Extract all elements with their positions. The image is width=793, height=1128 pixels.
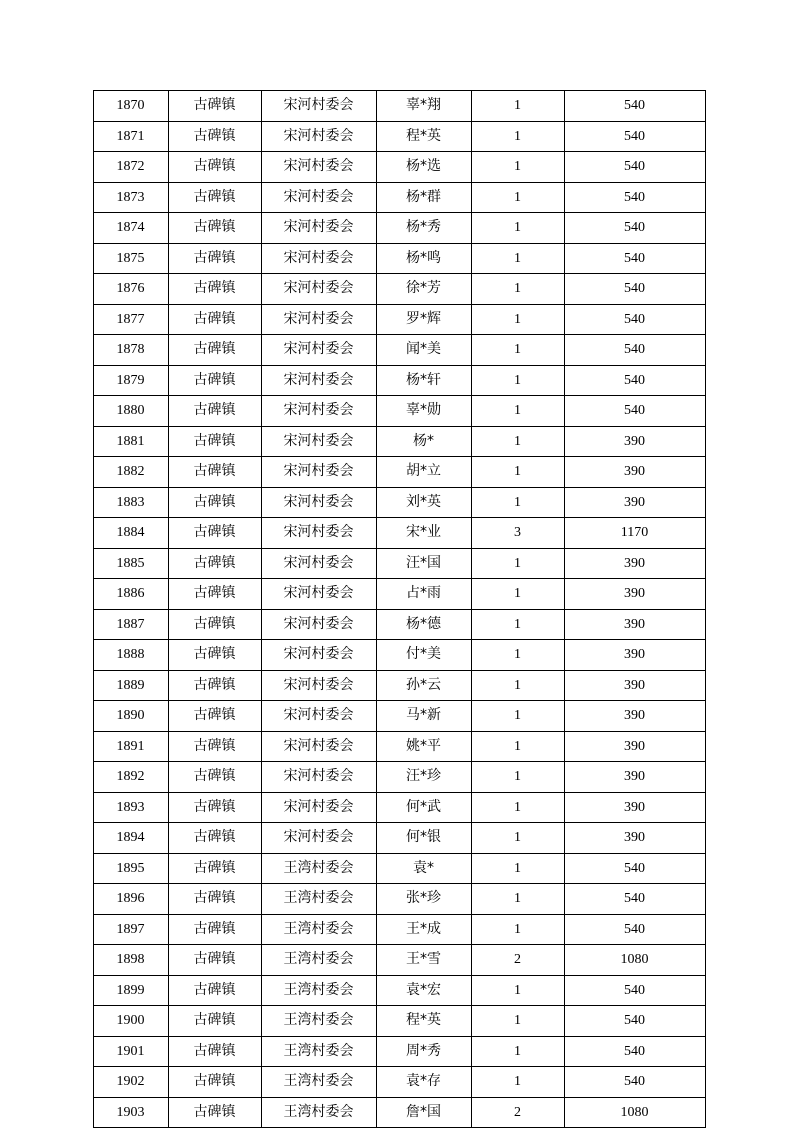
cell-person-name: 杨*选 xyxy=(376,152,471,183)
table-row xyxy=(93,1067,705,1098)
cell-person-count: 1 xyxy=(471,487,564,518)
cell-serial-number: 1872 xyxy=(93,152,168,183)
cell-village: 宋河村委会 xyxy=(261,243,376,274)
cell-town: 古碑镇 xyxy=(168,518,261,549)
cell-serial-number: 1903 xyxy=(93,1097,168,1128)
cell-person-count: 1 xyxy=(471,1067,564,1098)
cell-person-count: 1 xyxy=(471,335,564,366)
cell-town: 古碑镇 xyxy=(168,1097,261,1128)
cell-person-name: 袁*宏 xyxy=(376,975,471,1006)
cell-serial-number: 1873 xyxy=(93,182,168,213)
cell-serial-number: 1887 xyxy=(93,609,168,640)
table-row xyxy=(93,670,705,701)
cell-amount: 1080 xyxy=(564,1097,705,1128)
cell-person-count: 1 xyxy=(471,121,564,152)
cell-person-name: 袁*存 xyxy=(376,1067,471,1098)
table-row xyxy=(93,274,705,305)
cell-village: 王湾村委会 xyxy=(261,1006,376,1037)
cell-village: 宋河村委会 xyxy=(261,792,376,823)
table-row xyxy=(93,762,705,793)
cell-village: 王湾村委会 xyxy=(261,1036,376,1067)
table-body xyxy=(93,91,705,1128)
cell-person-name: 罗*辉 xyxy=(376,304,471,335)
cell-village: 王湾村委会 xyxy=(261,975,376,1006)
table-row xyxy=(93,853,705,884)
table-container xyxy=(93,90,701,1128)
cell-serial-number: 1893 xyxy=(93,792,168,823)
cell-person-count: 1 xyxy=(471,1036,564,1067)
cell-village: 宋河村委会 xyxy=(261,518,376,549)
cell-town: 古碑镇 xyxy=(168,579,261,610)
cell-serial-number: 1899 xyxy=(93,975,168,1006)
cell-person-name: 詹*国 xyxy=(376,1097,471,1128)
cell-person-name: 程*英 xyxy=(376,1006,471,1037)
cell-person-name: 宋*业 xyxy=(376,518,471,549)
cell-serial-number: 1889 xyxy=(93,670,168,701)
cell-serial-number: 1896 xyxy=(93,884,168,915)
table-row xyxy=(93,121,705,152)
cell-village: 宋河村委会 xyxy=(261,762,376,793)
cell-serial-number: 1870 xyxy=(93,91,168,122)
cell-amount: 540 xyxy=(564,396,705,427)
cell-serial-number: 1894 xyxy=(93,823,168,854)
cell-person-count: 1 xyxy=(471,579,564,610)
cell-serial-number: 1871 xyxy=(93,121,168,152)
cell-person-name: 杨*鸣 xyxy=(376,243,471,274)
cell-village: 宋河村委会 xyxy=(261,670,376,701)
cell-amount: 1080 xyxy=(564,945,705,976)
cell-village: 王湾村委会 xyxy=(261,1067,376,1098)
cell-town: 古碑镇 xyxy=(168,426,261,457)
cell-person-name: 徐*芳 xyxy=(376,274,471,305)
cell-serial-number: 1888 xyxy=(93,640,168,671)
cell-village: 宋河村委会 xyxy=(261,823,376,854)
cell-serial-number: 1883 xyxy=(93,487,168,518)
cell-serial-number: 1881 xyxy=(93,426,168,457)
cell-town: 古碑镇 xyxy=(168,792,261,823)
cell-person-name: 杨*轩 xyxy=(376,365,471,396)
cell-village: 宋河村委会 xyxy=(261,91,376,122)
cell-village: 宋河村委会 xyxy=(261,304,376,335)
cell-serial-number: 1880 xyxy=(93,396,168,427)
cell-amount: 390 xyxy=(564,579,705,610)
cell-town: 古碑镇 xyxy=(168,396,261,427)
cell-person-count: 1 xyxy=(471,365,564,396)
cell-village: 宋河村委会 xyxy=(261,579,376,610)
cell-person-name: 杨* xyxy=(376,426,471,457)
table-row xyxy=(93,609,705,640)
cell-person-count: 1 xyxy=(471,731,564,762)
cell-village: 宋河村委会 xyxy=(261,457,376,488)
cell-town: 古碑镇 xyxy=(168,884,261,915)
cell-amount: 1170 xyxy=(564,518,705,549)
cell-person-count: 1 xyxy=(471,426,564,457)
cell-village: 王湾村委会 xyxy=(261,853,376,884)
cell-town: 古碑镇 xyxy=(168,1067,261,1098)
table-row xyxy=(93,487,705,518)
cell-town: 古碑镇 xyxy=(168,91,261,122)
cell-person-count: 2 xyxy=(471,1097,564,1128)
cell-person-name: 袁* xyxy=(376,853,471,884)
table-row xyxy=(93,335,705,366)
cell-amount: 540 xyxy=(564,365,705,396)
cell-serial-number: 1878 xyxy=(93,335,168,366)
cell-serial-number: 1885 xyxy=(93,548,168,579)
cell-town: 古碑镇 xyxy=(168,762,261,793)
cell-village: 宋河村委会 xyxy=(261,701,376,732)
cell-town: 古碑镇 xyxy=(168,823,261,854)
cell-amount: 390 xyxy=(564,426,705,457)
cell-person-count: 1 xyxy=(471,152,564,183)
cell-serial-number: 1898 xyxy=(93,945,168,976)
cell-person-name: 胡*立 xyxy=(376,457,471,488)
cell-serial-number: 1874 xyxy=(93,213,168,244)
cell-town: 古碑镇 xyxy=(168,365,261,396)
cell-serial-number: 1875 xyxy=(93,243,168,274)
cell-amount: 390 xyxy=(564,640,705,671)
cell-person-name: 程*英 xyxy=(376,121,471,152)
table-row xyxy=(93,152,705,183)
cell-village: 宋河村委会 xyxy=(261,640,376,671)
cell-village: 王湾村委会 xyxy=(261,884,376,915)
cell-serial-number: 1901 xyxy=(93,1036,168,1067)
cell-town: 古碑镇 xyxy=(168,335,261,366)
cell-serial-number: 1879 xyxy=(93,365,168,396)
cell-village: 王湾村委会 xyxy=(261,945,376,976)
table-row xyxy=(93,1036,705,1067)
cell-village: 宋河村委会 xyxy=(261,182,376,213)
cell-village: 宋河村委会 xyxy=(261,548,376,579)
cell-amount: 390 xyxy=(564,792,705,823)
table-row xyxy=(93,243,705,274)
cell-town: 古碑镇 xyxy=(168,731,261,762)
cell-amount: 540 xyxy=(564,884,705,915)
cell-person-count: 1 xyxy=(471,701,564,732)
cell-town: 古碑镇 xyxy=(168,975,261,1006)
cell-town: 古碑镇 xyxy=(168,487,261,518)
cell-village: 宋河村委会 xyxy=(261,365,376,396)
cell-person-name: 辜*翔 xyxy=(376,91,471,122)
cell-person-name: 周*秀 xyxy=(376,1036,471,1067)
table-row xyxy=(93,182,705,213)
cell-person-name: 汪*国 xyxy=(376,548,471,579)
cell-town: 古碑镇 xyxy=(168,182,261,213)
cell-amount: 540 xyxy=(564,91,705,122)
table-row xyxy=(93,91,705,122)
cell-town: 古碑镇 xyxy=(168,701,261,732)
cell-person-name: 刘*英 xyxy=(376,487,471,518)
cell-person-name: 姚*平 xyxy=(376,731,471,762)
cell-village: 宋河村委会 xyxy=(261,487,376,518)
cell-village: 宋河村委会 xyxy=(261,213,376,244)
subsidy-table xyxy=(93,90,706,1128)
cell-amount: 540 xyxy=(564,304,705,335)
cell-person-name: 占*雨 xyxy=(376,579,471,610)
table-row xyxy=(93,792,705,823)
cell-person-name: 杨*秀 xyxy=(376,213,471,244)
cell-person-name: 孙*云 xyxy=(376,670,471,701)
cell-serial-number: 1902 xyxy=(93,1067,168,1098)
cell-amount: 540 xyxy=(564,243,705,274)
table-row xyxy=(93,975,705,1006)
table-row xyxy=(93,518,705,549)
cell-person-count: 1 xyxy=(471,670,564,701)
table-row xyxy=(93,548,705,579)
cell-person-name: 辜*勋 xyxy=(376,396,471,427)
cell-serial-number: 1886 xyxy=(93,579,168,610)
cell-town: 古碑镇 xyxy=(168,945,261,976)
table-row xyxy=(93,579,705,610)
cell-person-count: 1 xyxy=(471,640,564,671)
cell-town: 古碑镇 xyxy=(168,1036,261,1067)
cell-person-count: 2 xyxy=(471,945,564,976)
table-row xyxy=(93,914,705,945)
cell-serial-number: 1877 xyxy=(93,304,168,335)
cell-person-name: 何*武 xyxy=(376,792,471,823)
cell-amount: 540 xyxy=(564,975,705,1006)
cell-amount: 390 xyxy=(564,731,705,762)
cell-person-count: 1 xyxy=(471,304,564,335)
cell-amount: 540 xyxy=(564,853,705,884)
cell-person-count: 1 xyxy=(471,548,564,579)
cell-person-count: 1 xyxy=(471,213,564,244)
cell-village: 宋河村委会 xyxy=(261,426,376,457)
cell-village: 宋河村委会 xyxy=(261,335,376,366)
cell-person-name: 付*美 xyxy=(376,640,471,671)
cell-amount: 540 xyxy=(564,1067,705,1098)
cell-amount: 390 xyxy=(564,487,705,518)
cell-village: 宋河村委会 xyxy=(261,121,376,152)
cell-amount: 540 xyxy=(564,274,705,305)
cell-amount: 390 xyxy=(564,457,705,488)
cell-person-name: 杨*德 xyxy=(376,609,471,640)
cell-amount: 390 xyxy=(564,762,705,793)
cell-amount: 540 xyxy=(564,213,705,244)
cell-person-count: 1 xyxy=(471,274,564,305)
table-row xyxy=(93,396,705,427)
cell-amount: 540 xyxy=(564,152,705,183)
cell-amount: 540 xyxy=(564,1036,705,1067)
cell-serial-number: 1891 xyxy=(93,731,168,762)
cell-person-count: 1 xyxy=(471,975,564,1006)
cell-amount: 540 xyxy=(564,1006,705,1037)
cell-person-count: 1 xyxy=(471,762,564,793)
cell-person-count: 1 xyxy=(471,396,564,427)
cell-town: 古碑镇 xyxy=(168,213,261,244)
cell-person-name: 张*珍 xyxy=(376,884,471,915)
cell-amount: 540 xyxy=(564,182,705,213)
cell-village: 宋河村委会 xyxy=(261,731,376,762)
cell-town: 古碑镇 xyxy=(168,548,261,579)
cell-person-count: 1 xyxy=(471,1006,564,1037)
cell-village: 宋河村委会 xyxy=(261,152,376,183)
cell-amount: 390 xyxy=(564,823,705,854)
cell-person-count: 1 xyxy=(471,91,564,122)
cell-amount: 390 xyxy=(564,670,705,701)
cell-village: 宋河村委会 xyxy=(261,396,376,427)
cell-person-count: 1 xyxy=(471,182,564,213)
cell-person-name: 汪*珍 xyxy=(376,762,471,793)
cell-amount: 540 xyxy=(564,914,705,945)
table-row xyxy=(93,640,705,671)
cell-amount: 540 xyxy=(564,335,705,366)
cell-town: 古碑镇 xyxy=(168,670,261,701)
cell-person-count: 1 xyxy=(471,609,564,640)
cell-serial-number: 1890 xyxy=(93,701,168,732)
table-row xyxy=(93,213,705,244)
table-row xyxy=(93,1097,705,1128)
cell-serial-number: 1882 xyxy=(93,457,168,488)
cell-town: 古碑镇 xyxy=(168,640,261,671)
cell-person-name: 马*新 xyxy=(376,701,471,732)
cell-town: 古碑镇 xyxy=(168,304,261,335)
cell-serial-number: 1895 xyxy=(93,853,168,884)
cell-person-count: 3 xyxy=(471,518,564,549)
cell-person-name: 王*雪 xyxy=(376,945,471,976)
cell-serial-number: 1884 xyxy=(93,518,168,549)
cell-town: 古碑镇 xyxy=(168,914,261,945)
table-row xyxy=(93,823,705,854)
cell-serial-number: 1897 xyxy=(93,914,168,945)
cell-person-name: 王*成 xyxy=(376,914,471,945)
table-row xyxy=(93,945,705,976)
cell-person-count: 1 xyxy=(471,243,564,274)
cell-person-count: 1 xyxy=(471,884,564,915)
table-row xyxy=(93,304,705,335)
cell-serial-number: 1892 xyxy=(93,762,168,793)
cell-town: 古碑镇 xyxy=(168,853,261,884)
cell-town: 古碑镇 xyxy=(168,274,261,305)
cell-town: 古碑镇 xyxy=(168,1006,261,1037)
cell-person-name: 杨*群 xyxy=(376,182,471,213)
cell-serial-number: 1900 xyxy=(93,1006,168,1037)
table-row xyxy=(93,701,705,732)
cell-amount: 540 xyxy=(564,121,705,152)
cell-person-name: 闻*美 xyxy=(376,335,471,366)
table-row xyxy=(93,365,705,396)
cell-amount: 390 xyxy=(564,609,705,640)
cell-town: 古碑镇 xyxy=(168,152,261,183)
cell-person-count: 1 xyxy=(471,457,564,488)
cell-village: 宋河村委会 xyxy=(261,609,376,640)
cell-amount: 390 xyxy=(564,548,705,579)
cell-person-name: 何*银 xyxy=(376,823,471,854)
table-row xyxy=(93,426,705,457)
cell-town: 古碑镇 xyxy=(168,457,261,488)
cell-village: 王湾村委会 xyxy=(261,1097,376,1128)
table-row xyxy=(93,1006,705,1037)
cell-village: 宋河村委会 xyxy=(261,274,376,305)
cell-person-count: 1 xyxy=(471,914,564,945)
cell-town: 古碑镇 xyxy=(168,243,261,274)
table-row xyxy=(93,457,705,488)
table-row xyxy=(93,731,705,762)
cell-town: 古碑镇 xyxy=(168,121,261,152)
cell-person-count: 1 xyxy=(471,823,564,854)
table-row xyxy=(93,884,705,915)
cell-amount: 390 xyxy=(564,701,705,732)
cell-person-count: 1 xyxy=(471,853,564,884)
cell-village: 王湾村委会 xyxy=(261,914,376,945)
cell-serial-number: 1876 xyxy=(93,274,168,305)
cell-town: 古碑镇 xyxy=(168,609,261,640)
cell-person-count: 1 xyxy=(471,792,564,823)
